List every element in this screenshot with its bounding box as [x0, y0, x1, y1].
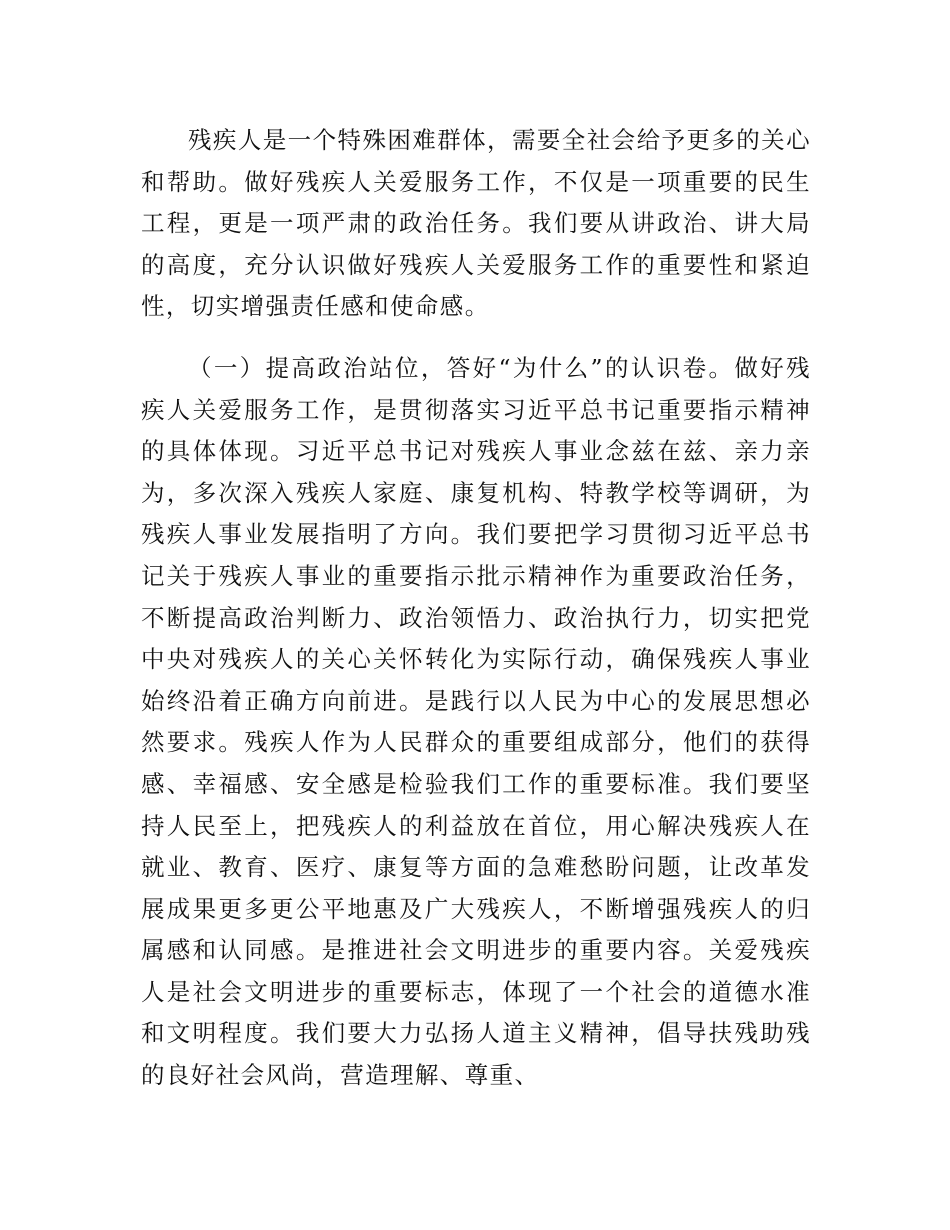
- section-one-paragraph: （一）提高政治站位，答好“为什么”的认识卷。做好残疾人关爱服务工作，是贯彻落实习近平总书记重要指示精神的具体体现。习近平总书记对残疾人事业念兹在兹、亲力亲为，多次深入残疾人家庭、康复机构、特教学校等调研，为残疾人事业发展指明了方向。我们要把学习贯彻习近平总书记关于残疾人事业的重要指示批示精神作为重要政治任务，不断提高政治判断力、政治领悟力、政治执行力，切实把党中央对残疾人的关心关怀转化为实际行动，确保残疾人事业始终沿着正确方向前进。是践行以人民为中心的发展思想必然要求。残疾人作为人民群众的重要组成部分，他们的获得感、幸福感、安全感是检验我们工作的重要标准。我们要坚持人民至上，把残疾人的利益放在首位，用心解决残疾人在就业、教育、医疗、康复等方面的急难愁盼问题，让改革发展成果更多更公平地惠及广大残疾人，不断增强残疾人的归属感和认同感。是推进社会文明进步的重要内容。关爱残疾人是社会文明进步的重要标志，体现了一个社会的道德水准和文明程度。我们要大力弘扬人道主义精神，倡导扶残助残的良好社会风尚，营造理解、尊重、: [141, 353, 811, 1090]
- document-body: [141, 120, 811, 1097]
- intro-paragraph: 残疾人是一个特殊困难群体，需要全社会给予更多的关心和帮助。做好残疾人关爱服务工作，不仅是一项重要的民生工程，更是一项严肃的政治任务。我们要从讲政治、讲大局的高度，充分认识做好残疾人关爱服务工作的重要性和紧迫性，切实增强责任感和使命感。: [141, 126, 811, 321]
